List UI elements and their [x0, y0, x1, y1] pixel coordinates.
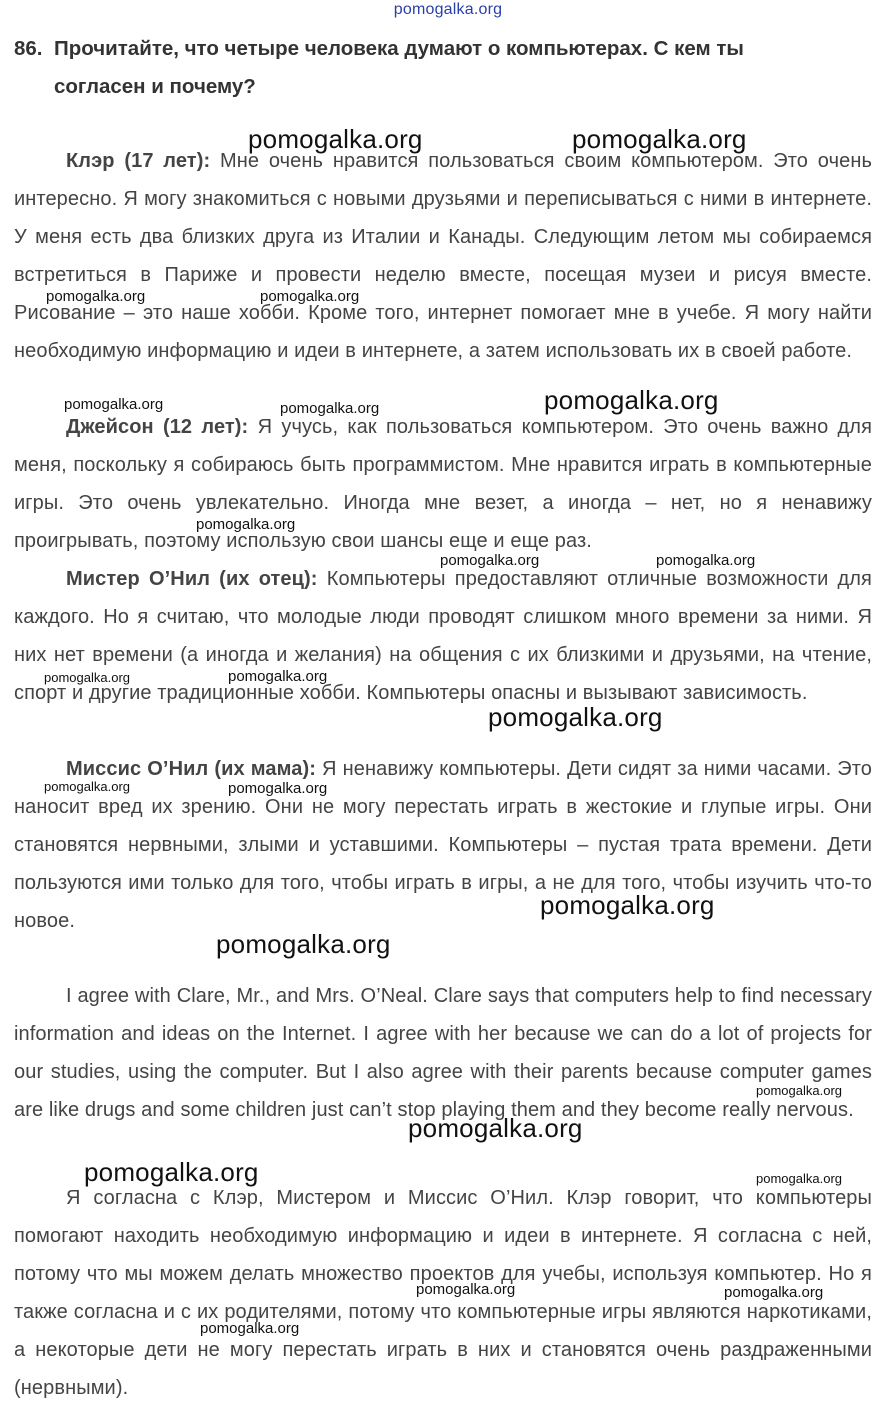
paragraph-clare	[14, 142, 872, 370]
watermark: pomogalka.org	[228, 780, 328, 797]
watermark: pomogalka.org	[756, 1083, 842, 1098]
watermark: pomogalka.org	[200, 1320, 300, 1337]
watermark: pomogalka.org	[280, 400, 380, 417]
answer-russian: Я согласна с Клэр, Мистером и Миссис О’Нил. Клэр говорит, что компьютеры помогают находить необходимую информацию и идеи в интернете. Я согласна с ней, потому что мы можем делать множество проектов для учебы, используя компьютер. Но я также согласна и с их родителями, потому что компьютерные игры являются наркотиками, а некоторые дети не могу перестать играть в них и становятся очень раздраженными (нервными).	[14, 1187, 872, 1399]
watermark: pomogalka.org	[44, 779, 130, 794]
watermark: pomogalka.org	[416, 1281, 516, 1298]
task-line1: Прочитайте, что четыре человека думают о компьютерах. С кем ты	[54, 37, 744, 60]
watermark: pomogalka.org	[724, 1284, 824, 1301]
watermark: pomogalka.org	[440, 552, 540, 569]
watermark: pomogalka.org	[216, 929, 391, 959]
speaker-name: Клэр (17 лет):	[66, 150, 211, 172]
task-number: 86.	[14, 37, 43, 60]
watermark: pomogalka.org	[544, 385, 719, 415]
speaker-text: Компьютеры предоставляют отличные возможности для каждого. Но я считаю, что молодые люди проводят слишком много времени за ними. Я них нет времени (а иногда и желания) на общения с их близкими и друзьями, на чтение, спорт и другие традиционные хобби. Компьютеры опасны и вызывают зависимость.	[14, 568, 872, 704]
speaker-text: Я ненавижу компьютеры. Дети сидят за ними часами. Это наносит вред их зрению. Они не могу перестать играть в жестокие и глупые игры. Они становятся нервными, злыми и уставшими. Компьютеры – пустая трата времени. Дети пользуются ими только для того, чтобы играть в игры, а не для того, чтобы изучить что-то новое.	[14, 758, 872, 932]
task-heading	[14, 30, 876, 106]
speaker-name: Джейсон (12 лет):	[66, 416, 249, 438]
speaker-name: Миссис О’Нил (их мама):	[66, 758, 317, 780]
watermark: pomogalka.org	[44, 670, 130, 685]
watermark: pomogalka.org	[196, 516, 296, 533]
watermark: pomogalka.org	[756, 1171, 842, 1186]
watermark: pomogalka.org	[572, 124, 747, 154]
watermark: pomogalka.org	[248, 124, 423, 154]
watermark: pomogalka.org	[260, 288, 360, 305]
watermark: pomogalka.org	[64, 396, 164, 413]
answer-english: I agree with Clare, Mr., and Mrs. O’Neal. Clare says that computers help to find necessary information and ideas on the Internet. I agree with her because we can do a lot of projects for our studies, using the computer. But I also agree with their parents because computer games are like drugs and some children just can’t stop playing them and they become really nervous.	[14, 985, 872, 1121]
paragraph-jason	[14, 408, 872, 560]
speaker-name: Мистер О’Нил (их отец):	[66, 568, 318, 590]
watermark: pomogalka.org	[656, 552, 756, 569]
paragraph-mrs-oneal	[14, 750, 872, 940]
watermark: pomogalka.org	[408, 1113, 583, 1143]
watermark: pomogalka.org	[228, 668, 328, 685]
watermark: pomogalka.org	[46, 288, 146, 305]
speaker-text: Я учусь, как пользоваться компьютером. Это очень важно для меня, поскольку я собираюсь быть программистом. Мне нравится играть в компьютерные игры. Это очень увлекательно. Иногда мне везет, а иногда – нет, но я ненавижу проигрывать, поэтому использую свои шансы еще и еще раз.	[14, 416, 873, 552]
watermark: pomogalka.org	[540, 890, 715, 920]
top-watermark: pomogalka.org	[393, 1, 503, 18]
watermark: pomogalka.org	[488, 702, 663, 732]
speaker-text: Мне очень нравится пользоваться своим компьютером. Это очень интересно. Я могу знакомиться с новыми друзьями и переписываться с ними в интернете. У меня есть два близких друга из Италии и Канады. Следующим летом мы собираемся встретиться в Париже и провести неделю вместе, посещая музеи и рисуя вместе. Рисование – это наше хобби. Кроме того, интернет помогает мне в учебе. Я могу найти необходимую информацию и идеи в интернете, а затем использовать их в своей работе.	[14, 150, 872, 362]
watermark: pomogalka.org	[84, 1157, 259, 1187]
paragraph-mr-oneal	[14, 560, 872, 712]
task-line2: согласен и почему?	[54, 75, 256, 98]
